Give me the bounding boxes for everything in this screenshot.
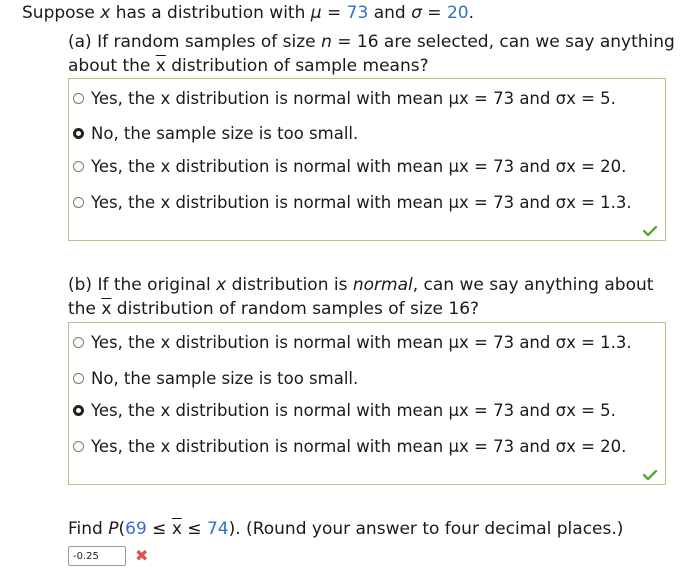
radio-button[interactable] [73, 197, 84, 208]
option-label: Yes, the x distribution is normal with mean μx = 73 and σx = 5. [91, 400, 616, 420]
mu-value: 73 [346, 3, 369, 23]
q-text: distribution is [226, 275, 353, 295]
stem-text: Suppose [22, 3, 101, 23]
option-label: Yes, the x distribution is normal with mean μx = 73 and σx = 5. [91, 88, 616, 108]
q-text: , can we say anything about [412, 275, 654, 295]
radio-button[interactable] [73, 161, 84, 172]
q-text: ≤ [146, 519, 172, 539]
question-stem [22, 2, 474, 24]
q-text: distribution of sample means? [165, 56, 429, 76]
q-text: (Round your answer to four decimal places.) [240, 519, 624, 539]
q-text: ( [118, 519, 126, 539]
q-text: (b) If the original [68, 275, 217, 295]
part-b-option-2[interactable] [69, 364, 358, 392]
radio-button[interactable] [73, 337, 84, 348]
option-label: No, the sample size is too small. [91, 123, 359, 143]
option-label: Yes, the x distribution is normal with mean μx = 73 and σx = 1.3. [91, 192, 632, 212]
q-text: = 16 are selected, can we say anything [331, 32, 675, 52]
mu-symbol: μ [310, 3, 322, 23]
stem-text: has a distribution with [110, 3, 311, 23]
option-label: No, the sample size is too small. [91, 368, 359, 388]
option-label: Yes, the x distribution is normal with mean μx = 73 and σx = 20. [91, 436, 627, 456]
answer-input[interactable] [68, 546, 126, 566]
equals: = [421, 3, 447, 23]
sigma-symbol: σ [411, 3, 422, 23]
part-b-option-4[interactable] [69, 432, 626, 460]
normal-word: normal [352, 275, 413, 295]
part-a-question [68, 30, 675, 78]
n-var: n [321, 32, 332, 52]
q-text: ≤ [181, 519, 207, 539]
radio-button[interactable] [73, 373, 84, 384]
q-text: Find [68, 519, 109, 539]
wrong-x-icon: ✖ [135, 546, 149, 565]
part-a-options [68, 78, 666, 241]
part-b-option-1[interactable] [69, 328, 632, 356]
q-text: the [68, 299, 102, 319]
xbar: $\overline{x}$ [101, 299, 112, 319]
stem-text: and [368, 3, 412, 23]
part-b-question [68, 273, 653, 321]
x-var: x [216, 275, 227, 295]
checkmark-icon [643, 470, 657, 480]
part-b-options [68, 322, 666, 485]
q-text: ). [228, 519, 241, 539]
upper-bound: 74 [206, 519, 229, 539]
option-label: Yes, the x distribution is normal with mean μx = 73 and σx = 20. [91, 156, 627, 176]
radio-button[interactable] [73, 441, 84, 452]
part-a-option-1[interactable] [69, 84, 616, 112]
xbar: $\overline{x}$ [171, 519, 182, 539]
stem-var: x [100, 3, 111, 23]
radio-button-selected[interactable] [73, 405, 84, 416]
sigma-value: 20 [446, 3, 469, 23]
checkmark-icon [643, 226, 657, 236]
part-a-option-4[interactable] [69, 188, 632, 216]
part-a-option-2[interactable] [69, 119, 358, 147]
part-b-option-3[interactable] [69, 396, 616, 424]
p-symbol: P [108, 519, 119, 539]
option-label: Yes, the x distribution is normal with mean μx = 73 and σx = 1.3. [91, 332, 632, 352]
q-text: (a) If random samples of size [68, 32, 322, 52]
xbar: $\overline{x}$ [155, 56, 166, 76]
q-text: distribution of random samples of size 16? [111, 299, 480, 319]
q-text: about the [68, 56, 156, 76]
radio-button-selected[interactable] [73, 128, 84, 139]
part-a-option-3[interactable] [69, 152, 626, 180]
lower-bound: 69 [125, 519, 147, 539]
stem-text: . [468, 3, 474, 23]
radio-button[interactable] [73, 93, 84, 104]
find-question [68, 517, 623, 541]
equals: = [321, 3, 347, 23]
